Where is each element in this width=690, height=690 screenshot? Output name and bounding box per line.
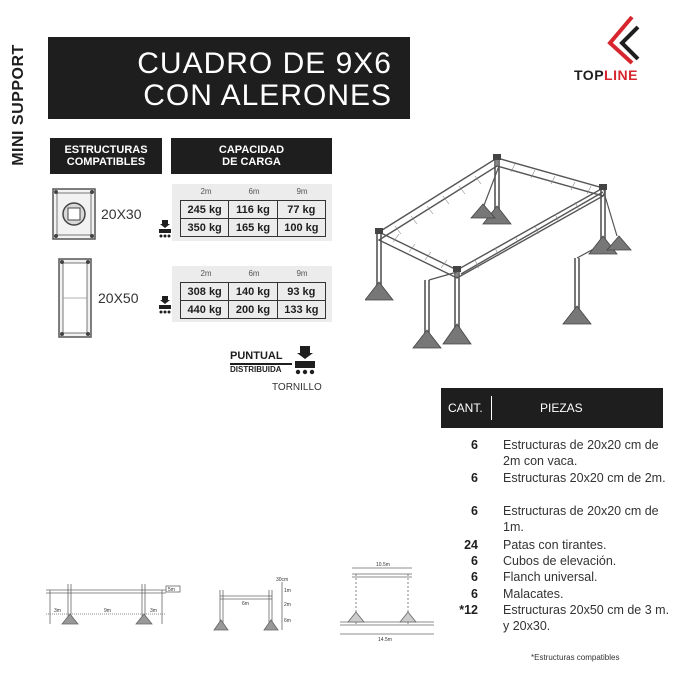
piece-desc: Malacates. (503, 587, 564, 601)
piece-desc: Estructuras de 20x20 cm de 2m con vaca. (503, 438, 659, 469)
pieces-header-divider (491, 396, 492, 420)
capacity-table-20x30 (180, 200, 326, 237)
distance-label: 6m (248, 269, 260, 278)
table-cell: 350 kg (181, 219, 229, 237)
table-row-puntual (181, 283, 326, 301)
piece-desc: Estructuras 20x50 cm de 3 m. y 20x30. (503, 603, 670, 634)
piece-qty: 6 (471, 554, 478, 568)
piece-desc: Cubos de elevación. (503, 554, 617, 568)
piece-desc: Estructuras 20x20 cm de 2m. (503, 471, 666, 485)
table-row-puntual (181, 201, 326, 219)
brand-part-1: TOP (574, 67, 605, 83)
distance-row (172, 269, 332, 279)
pieces-header-qty: CANT. (448, 401, 483, 415)
dim-span-left: 3m (54, 608, 61, 614)
title-line-1: CUADRO DE 9X6 (137, 47, 392, 80)
title-line-2: CON ALERONES (143, 79, 392, 112)
plan-view-drawing (334, 560, 444, 642)
side-label (6, 30, 32, 180)
table-cell: 245 kg (181, 201, 229, 219)
pieces-header (441, 388, 663, 428)
piece-qty: 6 (471, 504, 478, 518)
capacity-header-line-1: CAPACIDAD (218, 144, 285, 156)
topline-logo-icon (604, 15, 642, 65)
brand-part-2: LINE (604, 67, 638, 83)
capacity-panel-20x30 (172, 184, 332, 241)
brand-logo (574, 15, 674, 85)
distance-label: 2m (200, 187, 212, 196)
table-cell: 308 kg (181, 283, 229, 301)
legend-tornillo: TORNILLO (272, 382, 322, 393)
front-elevation-drawing (42, 574, 182, 634)
table-row-distribuida (181, 219, 326, 237)
distance-label: 9m (296, 187, 308, 196)
title-block (48, 37, 410, 119)
legend-puntual: PUNTUAL (230, 350, 283, 362)
dim-span-center: 9m (104, 608, 111, 614)
piece-qty: 6 (471, 587, 478, 601)
table-cell: 77 kg (277, 201, 325, 219)
distance-row (172, 187, 332, 197)
table-cell: 116 kg (229, 201, 277, 219)
truss-frame-illustration (365, 148, 683, 358)
piece-qty: 24 (464, 538, 478, 552)
footnote: *Estructuras compatibles (531, 653, 620, 662)
capacity-header-line-2: DE CARGA (222, 156, 281, 168)
dim-height: 5m (168, 587, 175, 593)
brand-wordmark (574, 67, 638, 83)
piece-qty: *12 (459, 603, 478, 617)
structures-header-line-1: ESTRUCTURAS (64, 144, 148, 156)
distance-label: 6m (248, 187, 260, 196)
distance-label: 2m (200, 269, 212, 278)
pieces-header-pieces: PIEZAS (540, 401, 583, 415)
dim-plan-bottom: 14.5m (378, 637, 392, 642)
load-type-icon (158, 296, 172, 314)
piece-qty: 6 (471, 570, 478, 584)
table-row-distribuida (181, 301, 326, 319)
load-legend (230, 346, 330, 396)
table-cell: 440 kg (181, 301, 229, 319)
dim-h2: 2m (284, 602, 291, 608)
load-type-icon (158, 220, 172, 238)
capacity-header (171, 138, 332, 174)
piece-desc: Patas con tirantes. (503, 538, 607, 552)
table-cell: 140 kg (229, 283, 277, 301)
dim-width: 6m (242, 601, 249, 607)
dim-h3: 6m (284, 618, 291, 624)
table-cell: 165 kg (229, 219, 277, 237)
table-cell: 93 kg (277, 283, 325, 301)
piece-desc: Flanch universal. (503, 570, 598, 584)
structure-name-20x30: 20X30 (101, 206, 142, 222)
load-legend-icon (294, 346, 316, 376)
legend-distribuida: DISTRIBUIDA (230, 365, 282, 374)
table-cell: 133 kg (277, 301, 325, 319)
truss-20x50-image (58, 258, 92, 338)
piece-qty: 6 (471, 438, 478, 452)
distance-label: 9m (296, 269, 308, 278)
piece-desc: Estructuras de 20x20 cm de 1m. (503, 504, 659, 535)
truss-20x30-image (52, 188, 96, 240)
structures-header (50, 138, 162, 174)
capacity-panel-20x50 (172, 266, 332, 322)
dim-h1: 1m (284, 588, 291, 594)
table-cell: 200 kg (229, 301, 277, 319)
piece-qty: 6 (471, 471, 478, 485)
structure-name-20x50: 20X50 (98, 290, 139, 306)
side-elevation-drawing (206, 574, 296, 634)
dim-top: 30cm (276, 577, 289, 583)
dim-plan-top: 10.5m (376, 562, 390, 568)
table-cell: 100 kg (277, 219, 325, 237)
side-label-text: MINI SUPPORT (10, 44, 27, 166)
capacity-table-20x50 (180, 282, 326, 319)
structures-header-line-2: COMPATIBLES (66, 156, 146, 168)
dim-span-right: 3m (150, 608, 157, 614)
